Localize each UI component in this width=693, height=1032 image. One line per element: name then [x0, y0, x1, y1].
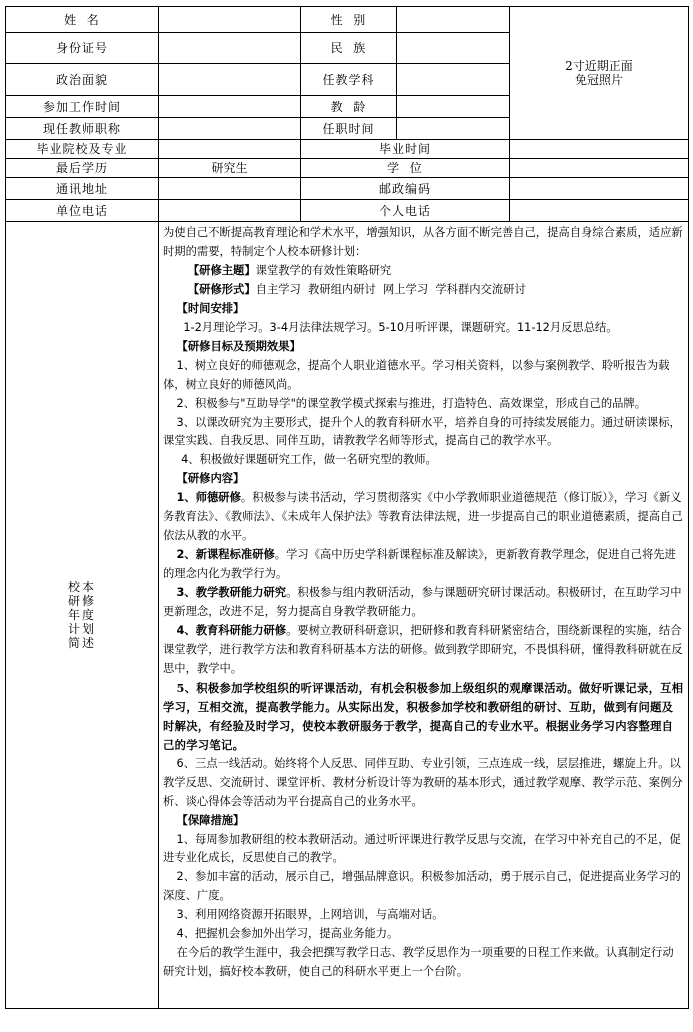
content-item-1-text: 。积极参与读书活动，学习贯彻落实《中小学教师职业道德规范（修订版）》，学习《新义务教育法》、《教师法》、《未成年人保护法》等教育法律法规，进一步提高自己的职业道德素质，提高自己依法从教的水平。 [163, 491, 683, 543]
photo-text-line2: 免冠照片 [574, 73, 623, 87]
content-item-2-head: 2、新课程标准研修 [176, 548, 275, 562]
content-item-2-text: 。学习《高中历史学科新课程标准及解读》，更新教育教学理念，促进自己将先进的理念内化为教学行为。 [163, 548, 676, 581]
goal-item-3: 3、以课改研究为主要形式，提升个人的教育科研水平，培养自身的可持续发展能力。通过研读课标，课堂实践、自我反思、同伴互助，请教教学名师等形式，提高自己的教学水平。 [163, 415, 681, 448]
guarantee-item-2: 2、参加丰富的活动，展示自己，增强品牌意识。积极参加活动，勇于展示自己，促进提高业务学习的深度、广度。 [163, 870, 681, 903]
time-text: 1-2月理论学习。3-4月法律法规学习。5-10月听评课，课题研究。11-12月反思总结。 [183, 320, 618, 334]
guarantee-item-3: 3、利用网络资源开拓眼界，上网培训，与高端对话。 [176, 908, 444, 922]
id-label: 身份证号 [6, 33, 159, 64]
education-value[interactable]: 研究生 [159, 159, 301, 178]
ethnicity-field[interactable] [397, 33, 510, 64]
theme-heading: 【研修主题】 [187, 263, 256, 277]
title-time-label: 任职时间 [301, 118, 397, 140]
plan-content[interactable] [159, 222, 689, 1009]
guarantee-item-1: 1、每周参加教研组的校本教研活动。通过听评课进行教学反思与交流，在学习中补充自己的不足，促进专业化成长，反思使自己的教学。 [163, 832, 681, 865]
goal-item-2: 2、积极参与"互助导学"的课堂教学模式探索与推进，打造特色、高效课堂，形成自己的品牌。 [176, 396, 647, 410]
goal-heading: 【研修目标及预期效果】 [176, 339, 301, 353]
ethnicity-label: 民 族 [301, 33, 397, 64]
guarantee-item-4: 4、把握机会参加外出学习，提高业务能力。 [176, 927, 399, 941]
work-phone-label: 单位电话 [6, 200, 159, 222]
teaching-years-label: 教 龄 [301, 96, 397, 118]
politics-field[interactable] [159, 64, 301, 96]
content-item-4-head: 4、教育科研能力研修 [176, 624, 287, 638]
title-label: 现任教师职称 [6, 118, 159, 140]
content-item-1-head: 1、师德研修 [176, 491, 241, 505]
teaching-years-field[interactable] [397, 96, 510, 118]
address-label: 通讯地址 [6, 178, 159, 200]
postcode-label: 邮政编码 [301, 178, 510, 200]
degree-label: 学 位 [301, 159, 510, 178]
guarantee-heading: 【保障措施】 [176, 813, 245, 827]
id-field[interactable] [159, 33, 301, 64]
form-heading: 【研修形式】 [187, 282, 256, 296]
photo-box[interactable] [510, 7, 689, 140]
politics-label: 政治面貌 [6, 64, 159, 96]
work-start-field[interactable] [159, 96, 301, 118]
plan-side-label [6, 222, 159, 1009]
name-label: 姓 名 [6, 7, 159, 33]
content-heading: 【研修内容】 [176, 472, 245, 486]
content-item-5: 5、积极参加学校组织的听评课活动，有机会积极参加上级组织的观摩课活动。做好听课记录，互相学习，互相交流，提高教学能力。从实际出发，积极参加学校和教研组的研讨、互助，做到有问题及时解决，有经验及时学习，使校本教研服务于教学，提高自己的专业水平。根据业务学习内容整理自己的学习笔记。 [163, 680, 684, 752]
intro-paragraph: 为使自己不断提高教育理论和学术水平，增强知识，从各方面不断完善自己，提高自身综合素质，适应新时期的需要，特制定个人校本研修计划： [163, 226, 683, 258]
content-item-3-head: 3、教学教研能力研究 [176, 586, 287, 600]
postcode-field[interactable] [510, 178, 689, 200]
teacher-plan-form [5, 6, 688, 1009]
personal-phone-label: 个人电话 [301, 200, 510, 222]
gender-field[interactable] [397, 7, 510, 33]
education-label: 最后学历 [6, 159, 159, 178]
address-field[interactable] [159, 178, 301, 200]
time-heading: 【时间安排】 [176, 301, 245, 315]
grad-time-field[interactable] [510, 140, 689, 159]
name-field[interactable] [159, 7, 301, 33]
work-start-label: 参加工作时间 [6, 96, 159, 118]
school-major-field[interactable] [159, 140, 301, 159]
degree-field[interactable] [510, 159, 689, 178]
side-label-4: 计划 [67, 622, 96, 636]
personal-phone-field[interactable] [510, 200, 689, 222]
closing-paragraph: 在今后的教学生涯中，我会把撰写教学日志、教学反思作为一项重要的日程工作来做。认真制定行动研究计划，搞好校本教研，使自己的科研水平更上一个台阶。 [163, 946, 674, 979]
school-major-label: 毕业院校及专业 [6, 140, 159, 159]
form-text: 自主学习 教研组内研讨 网上学习 学科群内交流研讨 [255, 282, 526, 296]
subject-field[interactable] [397, 64, 510, 96]
side-label-3: 年度 [67, 608, 96, 622]
side-label-1: 校本 [67, 580, 96, 594]
photo-text-line1: 2寸近期正面 [565, 59, 633, 73]
content-item-4-text: 。要树立教研科研意识，把研修和教育科研紧密结合，围绕新课程的实施，结合课堂教学，进行教学方法和教育科研基本方法的研修。做到教学即研究，不畏惧科研，懂得教科研就在反思中，教学中。 [163, 624, 683, 675]
goal-item-4: 4、积极做好课题研究工作，做一名研究型的教师。 [181, 453, 437, 467]
title-field[interactable] [159, 118, 301, 140]
goal-item-1: 1、树立良好的师德观念，提高个人职业道德水平。学习相关资料，以参与案例教学、聆听报告为载体，树立良好的师德风尚。 [163, 358, 670, 391]
title-time-field[interactable] [397, 118, 510, 140]
theme-text: 课堂教学的有效性策略研究 [255, 263, 392, 277]
work-phone-field[interactable] [159, 200, 301, 222]
subject-label: 任教学科 [301, 64, 397, 96]
content-item-3-text: 。积极参与组内教研活动，参与课题研究研讨课活动。积极研讨，在互助学习中更新理念，改进不足，努力提高自身教学教研能力。 [163, 586, 682, 619]
content-item-6: 6、三点一线活动。始终将个人反思、同伴互助、专业引领，三点连成一线，层层推进，螺旋上升。以教学反思、交流研讨、课堂评析、教材分析设计等为教研的基本形式，通过教学观摩、教学示范、案例分析、谈心得体会等活动为平台提高自己的业务水平。 [163, 756, 683, 808]
gender-label: 性 别 [301, 7, 397, 33]
side-label-2: 研修 [67, 594, 96, 608]
grad-time-label: 毕业时间 [301, 140, 510, 159]
side-label-5: 简述 [67, 636, 96, 650]
